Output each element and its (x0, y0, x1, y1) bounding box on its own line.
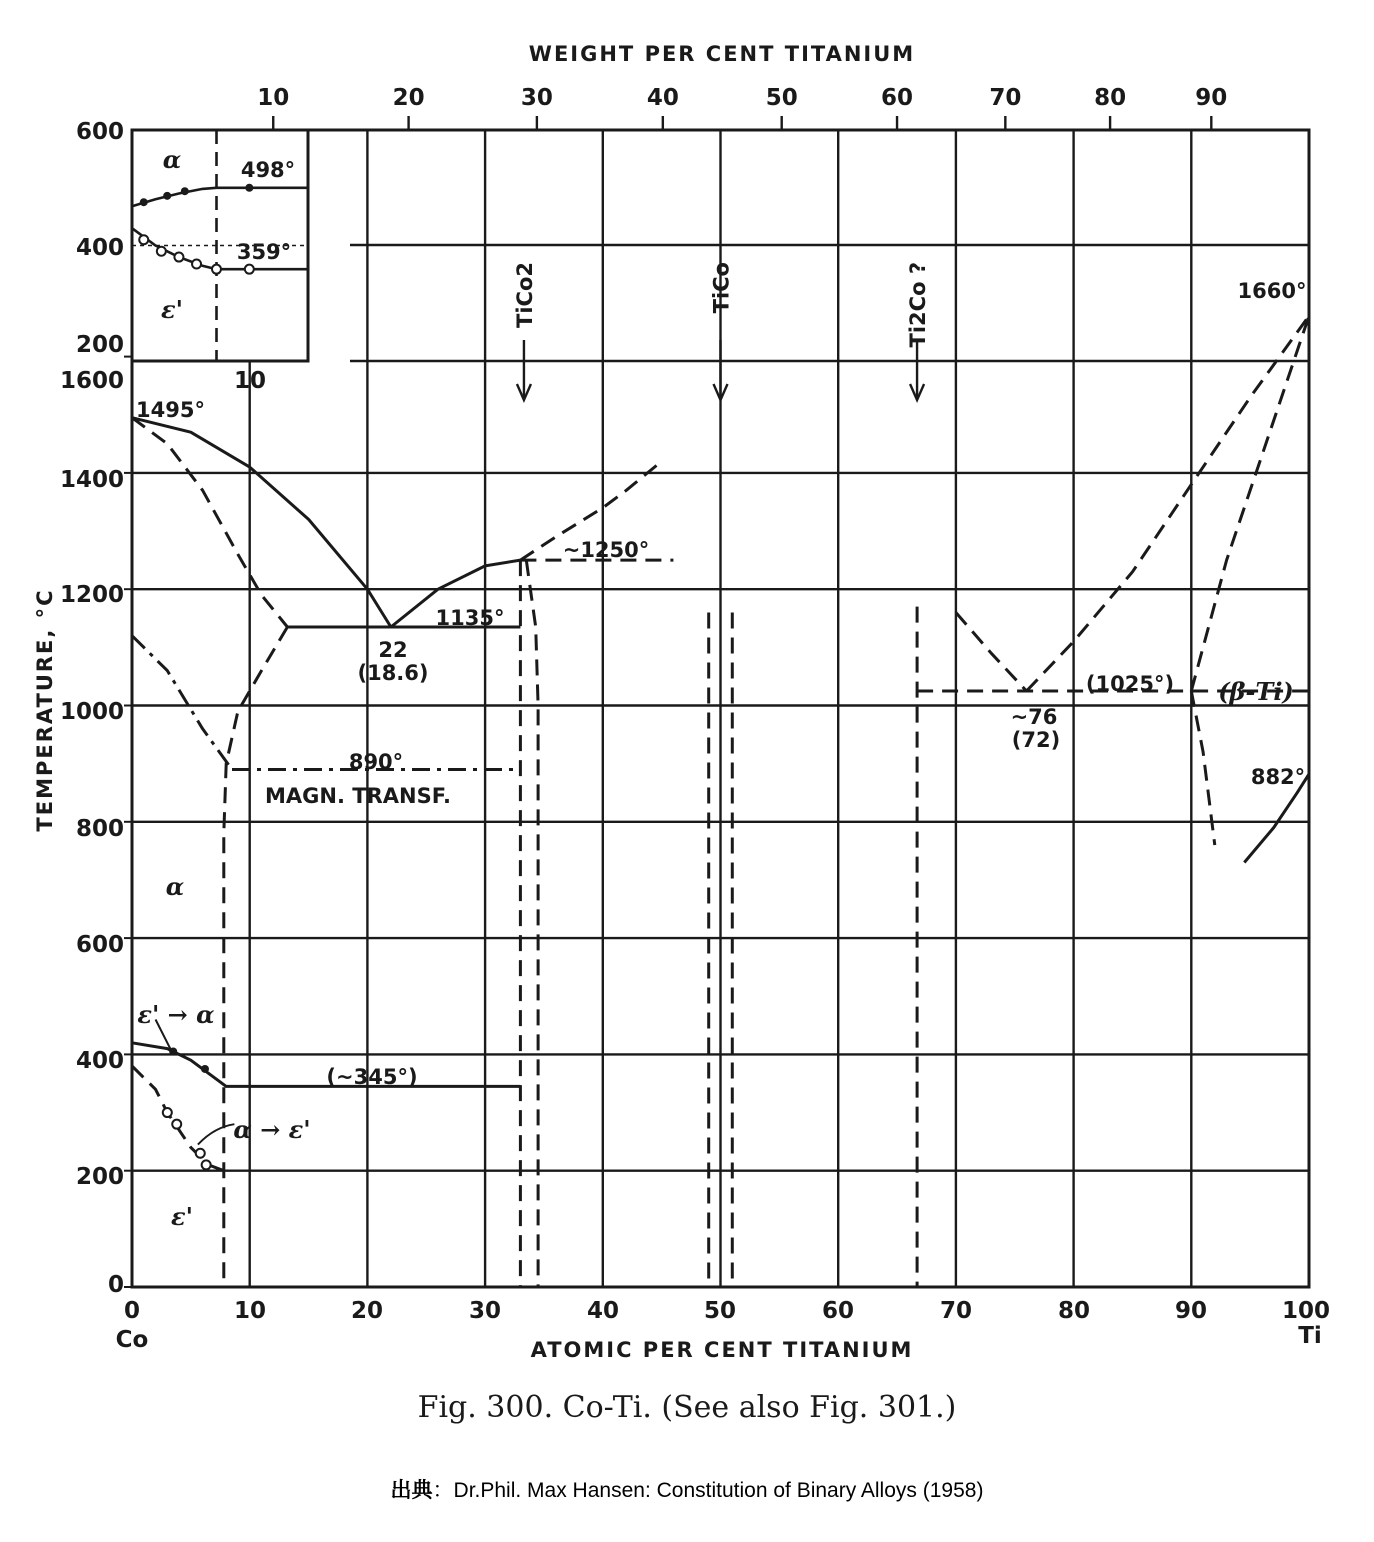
x-tick-10: 10 (233, 1298, 267, 1324)
source-prefix: 出典 (390, 1479, 433, 1502)
weight-tick-label: 50 (765, 85, 798, 111)
label-epsilon-to-alpha: ε' → α (137, 1000, 215, 1029)
weight-tick-label: 20 (392, 85, 425, 111)
x-end-label-ti: Ti (1298, 1323, 1322, 1349)
y-axis-title: TEMPERATURE, °C (33, 588, 57, 832)
data-point-open (172, 1120, 181, 1129)
y-tick-800: 800 (75, 816, 124, 842)
weight-tick-label: 60 (881, 85, 914, 111)
data-point-open (163, 1108, 172, 1117)
y-tick-1600: 1600 (59, 368, 124, 394)
data-point-open (202, 1160, 211, 1169)
y-tick-1200: 1200 (59, 582, 124, 608)
x-end-label-co: Co (115, 1327, 149, 1353)
label-alpha: α (165, 872, 185, 901)
leader-alpha-to-epsilon (198, 1124, 234, 1144)
weight-tick-label: 40 (646, 85, 679, 111)
weight-tick-label: 70 (989, 85, 1022, 111)
inset-x-tick-10: 10 (233, 368, 267, 394)
weight-tick-label: 10 (257, 85, 290, 111)
x-tick-80: 80 (1057, 1298, 1091, 1324)
y-tick-600: 600 (75, 932, 124, 958)
weight-percent-tick-labels (257, 85, 1227, 111)
x-tick-0: 0 (123, 1298, 141, 1324)
label-1025: (1025°) (1085, 672, 1175, 696)
x-tick-70: 70 (939, 1298, 973, 1324)
label-890: 890° (348, 750, 404, 774)
inset-y-tick-400: 400 (75, 235, 124, 261)
boundary-dashed (1027, 316, 1310, 691)
label-882: 882° (1250, 765, 1306, 789)
inset-y-tick-600: 600 (75, 119, 124, 145)
boundary-dashdot (132, 636, 232, 770)
inset-data-point-open (245, 265, 254, 274)
y-tick-0: 0 (107, 1272, 124, 1298)
label-22: 22 (378, 638, 408, 662)
x-tick-30: 30 (468, 1298, 502, 1324)
inset-label-359: 359° (236, 240, 292, 264)
inset-data-point-open (174, 253, 183, 262)
weight-tick-label: 90 (1195, 85, 1228, 111)
label-beta-ti: (β-Ti) (1218, 677, 1294, 706)
data-point-filled (201, 1065, 209, 1073)
inset-data-point-filled (181, 187, 189, 195)
y-tick-labels (60, 368, 124, 1298)
inset-data-point-filled (140, 198, 148, 206)
label-345: (~345°) (326, 1065, 418, 1089)
x-tick-90: 90 (1174, 1298, 1208, 1324)
inset-data-point-open (139, 235, 148, 244)
compound-label: TiCo (709, 262, 734, 314)
inset-label-498: 498° (240, 158, 296, 182)
inset-data-point-filled (245, 184, 253, 192)
inset-data-point-open (212, 265, 221, 274)
x-axis-title: ATOMIC PER CENT TITANIUM (530, 1338, 914, 1362)
inset-label-alpha: α (162, 145, 182, 174)
y-tick-200: 200 (75, 1164, 124, 1190)
x-tick-100: 100 (1281, 1298, 1331, 1324)
label-18-6: (18.6) (357, 661, 429, 685)
y-tick-400: 400 (75, 1048, 124, 1074)
y-tick-1000: 1000 (59, 699, 124, 725)
label-epsilon: ε' (171, 1202, 193, 1231)
x-tick-60: 60 (821, 1298, 855, 1324)
inset-data-point-open (192, 259, 201, 268)
boundary-dashed (132, 418, 287, 627)
inset-data-point-filled (163, 192, 171, 200)
inset-label-epsilon: ε' (161, 295, 183, 324)
inset-y-tick-200: 200 (75, 332, 124, 358)
x-tick-20: 20 (350, 1298, 384, 1324)
label-1250: ~1250° (562, 538, 650, 562)
x-tick-40: 40 (586, 1298, 620, 1324)
y-tick-1400: 1400 (59, 467, 124, 493)
source-separator: ： (432, 1479, 454, 1502)
compound-label: TiCo2 (512, 262, 537, 328)
figure-source (0, 1474, 1374, 1504)
label-1495: 1495° (136, 398, 205, 422)
weight-tick-label: 30 (520, 85, 553, 111)
label-76: ~76 (1010, 705, 1058, 729)
boundary-dashed (526, 560, 538, 1287)
x-tick-50: 50 (703, 1298, 737, 1324)
label-1660: 1660° (1237, 279, 1307, 303)
compound-label: Ti2Co ? (906, 262, 931, 348)
inset-data-point-open (157, 247, 166, 256)
boundary-dashed (132, 1066, 224, 1171)
figure-caption: Fig. 300. Co-Ti. (See also Fig. 301.) (417, 1390, 957, 1425)
label-72: (72) (1011, 728, 1061, 752)
boundary-dashed (956, 613, 1027, 692)
label-alpha-to-epsilon: α → ε' (233, 1115, 311, 1144)
boundary-dashed (224, 627, 288, 1287)
x2-axis-title: WEIGHT PER CENT TITANIUM (528, 42, 916, 66)
label-magn-transf: MAGN. TRANSF. (265, 784, 451, 808)
label-1135: 1135° (435, 606, 505, 630)
weight-tick-label: 80 (1094, 85, 1127, 111)
boundary-dashed (1191, 316, 1309, 691)
source-text: Dr.Phil. Max Hansen: Constitution of Binary Alloys (1958) (453, 1479, 984, 1502)
data-point-open (196, 1149, 205, 1158)
